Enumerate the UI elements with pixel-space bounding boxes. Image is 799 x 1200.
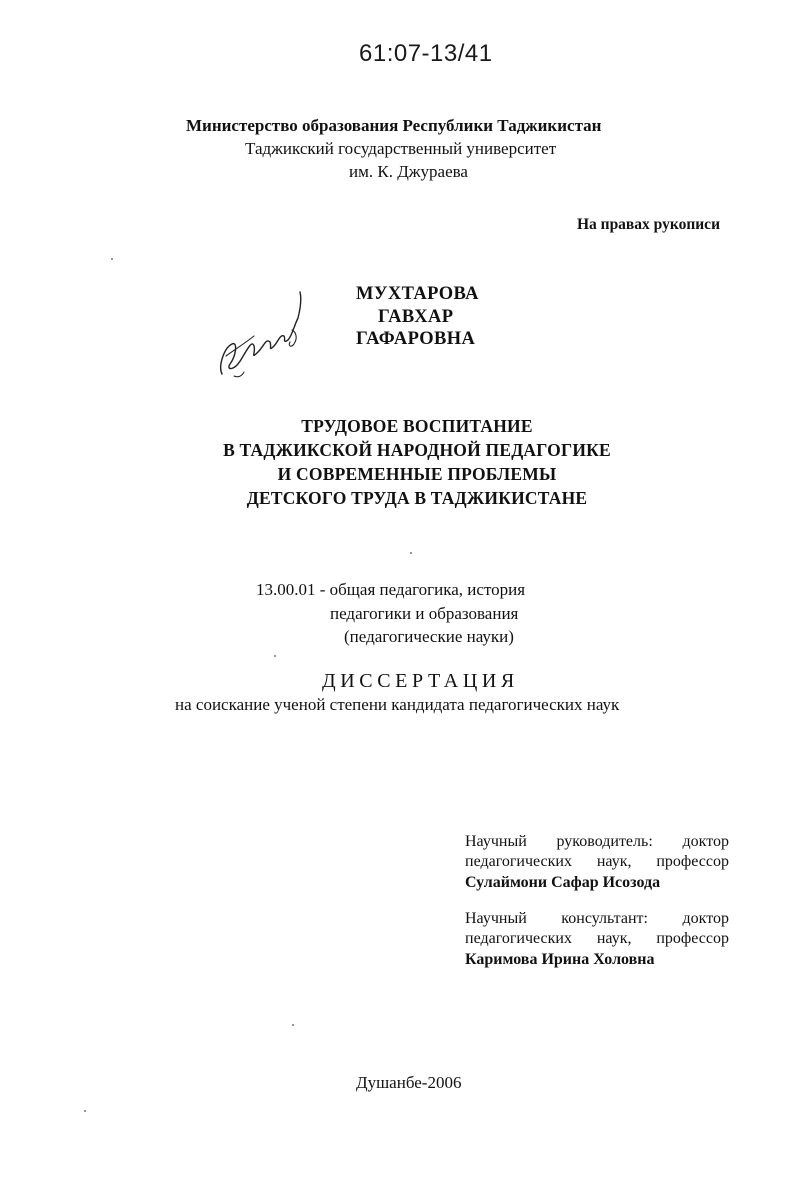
city-year: Душанбе-2006	[356, 1073, 462, 1092]
thesis-title-line: ТРУДОВОЕ ВОСПИТАНИЕ	[301, 416, 533, 436]
document-type: ДИССЕРТАЦИЯ	[322, 670, 519, 692]
supervisor-degree-word: наук,	[596, 853, 632, 870]
scan-speck	[84, 1110, 86, 1112]
author-surname: МУХТАРОВА	[356, 284, 479, 304]
handwritten-signature-icon	[214, 286, 314, 381]
ministry-name: Министерство образования Республики Таджикистан	[186, 116, 602, 135]
supervisor-block	[465, 832, 729, 893]
specialty-field: педагогики и образования	[330, 604, 519, 623]
author-first-name: ГАВХАР	[378, 307, 454, 327]
author-patronymic: ГАФАРОВНА	[356, 329, 476, 349]
consultant-label-word: консультант:	[561, 910, 648, 927]
university-named-after: им. К. Джураева	[349, 162, 468, 181]
consultant-degree-field: педагогических	[465, 930, 572, 947]
supervisor-degree: доктор	[682, 833, 729, 850]
consultant-degree: доктор	[682, 910, 729, 927]
document-purpose: на соискание ученой степени кандидата педагогических наук	[175, 695, 620, 714]
university-name: Таджикский государственный университет	[245, 139, 557, 158]
thesis-title-line: В ТАДЖИКСКОЙ НАРОДНОЙ ПЕДАГОГИКЕ	[223, 440, 611, 460]
supervisor-degree-field: педагогических	[465, 853, 572, 870]
supervisor-label-word: руководитель:	[556, 833, 653, 850]
scan-speck	[111, 258, 113, 260]
supervisor-label-word: Научный	[465, 833, 527, 850]
thesis-title-line: И СОВРЕМЕННЫЕ ПРОБЛЕМЫ	[277, 464, 557, 484]
scan-speck	[274, 655, 276, 657]
archive-stamp: 61:07-13/41	[359, 40, 493, 67]
specialty-science: (педагогические науки)	[344, 627, 514, 646]
supervisor-name: Сулаймони Сафар Исозода	[465, 874, 661, 891]
consultant-degree-word: наук,	[596, 930, 632, 947]
consultant-name: Каримова Ирина Холовна	[465, 951, 655, 968]
manuscript-rights-note: На правах рукописи	[576, 216, 720, 233]
consultant-label-word: Научный	[465, 910, 527, 927]
thesis-title-line: ДЕТСКОГО ТРУДА В ТАДЖИКИСТАНЕ	[246, 488, 588, 508]
scan-speck	[410, 552, 412, 554]
consultant-title: профессор	[656, 930, 729, 947]
consultant-block	[465, 909, 729, 970]
supervisor-title: профессор	[656, 853, 729, 870]
specialty-code: 13.00.01 - общая педагогика, история	[256, 580, 526, 599]
scan-speck	[292, 1024, 294, 1026]
